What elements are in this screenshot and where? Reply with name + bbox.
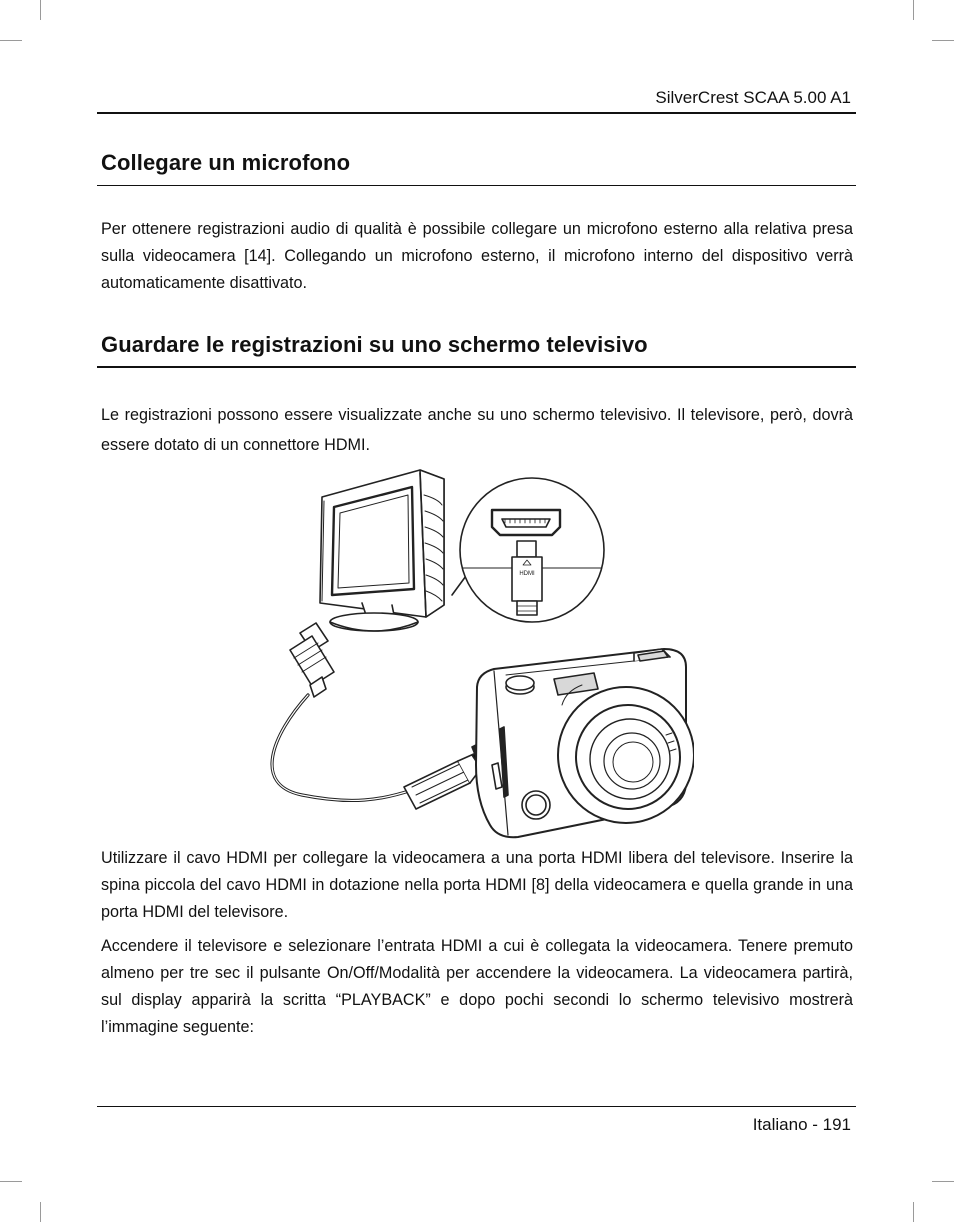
crop-mark [913, 0, 914, 20]
crop-mark [40, 1202, 41, 1222]
header-rule [97, 112, 856, 114]
running-header: SilverCrest SCAA 5.00 A1 [655, 88, 851, 107]
hdmi-cable [272, 695, 412, 800]
action-camera-icon [476, 649, 694, 837]
crop-mark [932, 40, 954, 41]
heading-rule [97, 366, 856, 368]
hdmi-plug-large-icon [290, 623, 334, 697]
crop-mark [0, 40, 22, 41]
hdmi-plug-label: HDMI [519, 571, 535, 577]
hdmi-connection-illustration [262, 465, 694, 843]
crop-mark [40, 0, 41, 20]
hdmi-port-zoom [452, 478, 604, 622]
paragraph-microphone: Per ottenere registrazioni audio di qualità è possibile collegare un microfono esterno alla relativa presa sulla videocamera [14]. Collegando un microfono esterno, il microfono interno del dispositivo verrà automaticamente disattivato. [101, 220, 853, 292]
crop-mark [932, 1181, 954, 1182]
crop-mark [913, 1202, 914, 1222]
heading-rule [97, 185, 856, 186]
section-heading-microphone: Collegare un microfono [101, 150, 351, 175]
paragraph-tv-connect: Utilizzare il cavo HDMI per collegare la videocamera a una porta HDMI libera del televisore. Inserire la spina piccola del cavo HDMI in dotazione nella porta HDMI [8] della videocamera e quella grande in una porta HDMI del televisore. [101, 849, 853, 921]
paragraph-tv-playback: Accendere il televisore e selezionare l’entrata HDMI a cui è collegata la videocamera. Tenere premuto almeno per tre sec il pulsante On/Off/Modalità per accendere la videocamera. La videocamera partirà, sul display apparirà la scritta “PLAYBACK” e dopo pochi secondi lo schermo televisivo mostrerà l’immagine seguente: [101, 937, 853, 1036]
page-number: Italiano - 191 [752, 1115, 851, 1134]
crop-mark [0, 1181, 22, 1182]
tv-monitor-icon [320, 470, 444, 631]
footer-rule [97, 1106, 856, 1107]
section-heading-tv: Guardare le registrazioni su uno schermo televisivo [101, 332, 648, 357]
paragraph-tv-intro: Le registrazioni possono essere visualizzate anche su uno schermo televisivo. Il televisore, però, dovrà essere dotato di un connettore HDMI. [101, 406, 853, 454]
